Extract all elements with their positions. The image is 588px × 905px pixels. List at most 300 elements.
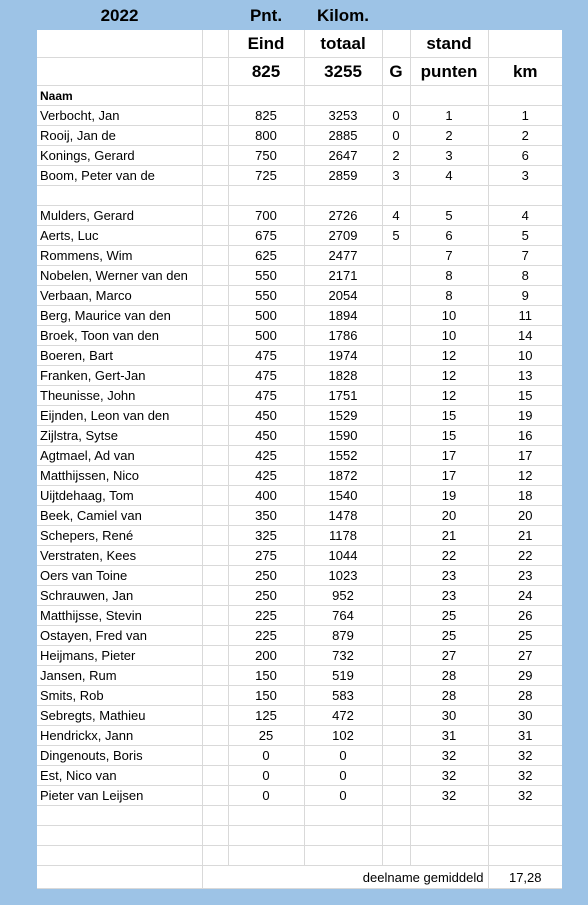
eind-cell: 425 — [228, 466, 304, 486]
name-cell: Beek, Camiel van — [37, 506, 202, 526]
stand-cell — [410, 826, 488, 846]
eind-cell: 500 — [228, 326, 304, 346]
totaal-cell: 2477 — [304, 246, 382, 266]
eind-cell: 400 — [228, 486, 304, 506]
table-row — [37, 846, 562, 866]
table-row — [37, 666, 562, 686]
stand-cell: 2 — [410, 126, 488, 146]
extra-cell — [202, 466, 228, 486]
km-cell: 5 — [488, 226, 562, 246]
stand-cell — [410, 806, 488, 826]
km-cell: 19 — [488, 406, 562, 426]
name-cell: Matthijsse, Stevin — [37, 606, 202, 626]
totaal-cell: 1529 — [304, 406, 382, 426]
table-row — [37, 626, 562, 646]
totaal-cell: 1894 — [304, 306, 382, 326]
name-cell: Franken, Gert-Jan — [37, 366, 202, 386]
g-cell — [382, 746, 410, 766]
km-cell: 21 — [488, 526, 562, 546]
extra-cell — [202, 186, 228, 206]
extra-cell — [202, 506, 228, 526]
eind-cell: 500 — [228, 306, 304, 326]
standings-table — [37, 30, 562, 889]
name-cell — [37, 826, 202, 846]
km-label: km — [488, 58, 562, 86]
km-cell: 9 — [488, 286, 562, 306]
g-cell — [382, 306, 410, 326]
table-row — [37, 366, 562, 386]
stand-cell: 23 — [410, 566, 488, 586]
km-cell: 15 — [488, 386, 562, 406]
stand-cell: 5 — [410, 206, 488, 226]
km-cell: 23 — [488, 566, 562, 586]
totaal-cell: 952 — [304, 586, 382, 606]
table-row — [37, 646, 562, 666]
totaal-cell: 1751 — [304, 386, 382, 406]
table-row — [37, 446, 562, 466]
name-cell: Oers van Toine — [37, 566, 202, 586]
stand-cell: 12 — [410, 386, 488, 406]
stand-cell: 15 — [410, 406, 488, 426]
g-cell — [382, 466, 410, 486]
km-cell: 29 — [488, 666, 562, 686]
name-cell: Zijlstra, Sytse — [37, 426, 202, 446]
stand-cell: 32 — [410, 786, 488, 806]
stand-cell: 32 — [410, 746, 488, 766]
totaal-cell: 1540 — [304, 486, 382, 506]
totaal-cell: 0 — [304, 786, 382, 806]
g-cell — [382, 386, 410, 406]
km-cell: 32 — [488, 746, 562, 766]
eind-value: 825 — [228, 58, 304, 86]
g-cell — [382, 546, 410, 566]
table-row — [37, 606, 562, 626]
g-cell — [382, 486, 410, 506]
eind-cell: 250 — [228, 586, 304, 606]
name-cell: Rommens, Wim — [37, 246, 202, 266]
extra-cell — [202, 726, 228, 746]
eind-cell — [228, 186, 304, 206]
footer-row — [37, 866, 562, 889]
name-cell: Agtmael, Ad van — [37, 446, 202, 466]
name-cell: Uijtdehaag, Tom — [37, 486, 202, 506]
totaal-cell: 2171 — [304, 266, 382, 286]
table-row — [37, 706, 562, 726]
stand-cell: 6 — [410, 226, 488, 246]
extra-cell — [202, 546, 228, 566]
totaal-cell: 1478 — [304, 506, 382, 526]
extra-cell — [202, 246, 228, 266]
eind-cell: 700 — [228, 206, 304, 226]
extra-cell — [202, 406, 228, 426]
g-cell: 3 — [382, 166, 410, 186]
g-cell: 0 — [382, 106, 410, 126]
eind-cell — [228, 826, 304, 846]
extra-cell — [202, 626, 228, 646]
km-cell: 32 — [488, 786, 562, 806]
eind-cell: 0 — [228, 746, 304, 766]
g-cell — [382, 786, 410, 806]
stand-cell: 1 — [410, 106, 488, 126]
totaal-label: totaal — [304, 30, 382, 58]
name-cell: Eijnden, Leon van den — [37, 406, 202, 426]
name-cell: Rooij, Jan de — [37, 126, 202, 146]
km-cell: 22 — [488, 546, 562, 566]
eind-cell: 150 — [228, 686, 304, 706]
totaal-cell: 1974 — [304, 346, 382, 366]
stand-label: stand — [410, 30, 488, 58]
g-cell — [382, 586, 410, 606]
extra-cell — [202, 166, 228, 186]
eind-cell: 725 — [228, 166, 304, 186]
name-cell: Theunisse, John — [37, 386, 202, 406]
table-row — [37, 126, 562, 146]
g-cell — [382, 426, 410, 446]
extra-cell — [202, 586, 228, 606]
extra-cell — [202, 146, 228, 166]
g-cell — [382, 646, 410, 666]
table-row — [37, 826, 562, 846]
totaal-cell: 472 — [304, 706, 382, 726]
extra-cell — [202, 266, 228, 286]
average-label: deelname gemiddeld — [202, 866, 488, 889]
eind-cell: 200 — [228, 646, 304, 666]
eind-cell: 750 — [228, 146, 304, 166]
stand-cell: 7 — [410, 246, 488, 266]
extra-cell — [202, 226, 228, 246]
km-cell: 4 — [488, 206, 562, 226]
g-cell — [382, 246, 410, 266]
totaal-cell: 764 — [304, 606, 382, 626]
stand-cell: 17 — [410, 446, 488, 466]
name-cell: Hendrickx, Jann — [37, 726, 202, 746]
name-cell: Smits, Rob — [37, 686, 202, 706]
extra-cell — [202, 606, 228, 626]
km-cell — [488, 806, 562, 826]
extra-cell — [202, 346, 228, 366]
table-row — [37, 806, 562, 826]
eind-cell: 25 — [228, 726, 304, 746]
km-cell: 28 — [488, 686, 562, 706]
average-value: 17,28 — [488, 866, 562, 889]
table-row — [37, 246, 562, 266]
name-cell: Sebregts, Mathieu — [37, 706, 202, 726]
eind-label: Eind — [228, 30, 304, 58]
extra-cell — [202, 286, 228, 306]
eind-cell: 250 — [228, 566, 304, 586]
name-cell: Schrauwen, Jan — [37, 586, 202, 606]
km-cell: 6 — [488, 146, 562, 166]
totaal-cell: 2726 — [304, 206, 382, 226]
extra-cell — [202, 746, 228, 766]
table-row — [37, 486, 562, 506]
eind-cell — [228, 806, 304, 826]
stand-cell: 28 — [410, 686, 488, 706]
punten-label: punten — [410, 58, 488, 86]
g-cell — [382, 726, 410, 746]
g-cell — [382, 526, 410, 546]
table-row — [37, 186, 562, 206]
eind-cell: 475 — [228, 366, 304, 386]
extra-cell — [202, 846, 228, 866]
stand-cell — [410, 846, 488, 866]
g-cell — [382, 366, 410, 386]
table-row — [37, 426, 562, 446]
g-cell — [382, 286, 410, 306]
km-cell: 7 — [488, 246, 562, 266]
extra-cell — [202, 106, 228, 126]
table-row — [37, 726, 562, 746]
extra-cell — [202, 486, 228, 506]
stand-cell: 8 — [410, 286, 488, 306]
table-row — [37, 166, 562, 186]
totaal-cell: 2647 — [304, 146, 382, 166]
totaal-cell: 2054 — [304, 286, 382, 306]
name-cell: Dingenouts, Boris — [37, 746, 202, 766]
g-cell — [382, 806, 410, 826]
naam-label: Naam — [37, 86, 202, 106]
g-cell — [382, 826, 410, 846]
table-row — [37, 746, 562, 766]
eind-cell: 150 — [228, 666, 304, 686]
stand-cell: 23 — [410, 586, 488, 606]
g-cell — [382, 406, 410, 426]
g-cell — [382, 606, 410, 626]
extra-cell — [202, 306, 228, 326]
name-cell: Nobelen, Werner van den — [37, 266, 202, 286]
name-cell: Verstraten, Kees — [37, 546, 202, 566]
totaal-cell: 1590 — [304, 426, 382, 446]
g-cell — [382, 326, 410, 346]
g-cell — [382, 766, 410, 786]
eind-cell: 475 — [228, 346, 304, 366]
totaal-cell: 0 — [304, 746, 382, 766]
name-cell: Jansen, Rum — [37, 666, 202, 686]
g-cell — [382, 346, 410, 366]
table-row — [37, 566, 562, 586]
g-cell — [382, 266, 410, 286]
stand-cell: 3 — [410, 146, 488, 166]
km-cell: 25 — [488, 626, 562, 646]
table-row — [37, 226, 562, 246]
extra-cell — [202, 566, 228, 586]
name-cell: Matthijssen, Nico — [37, 466, 202, 486]
km-cell — [488, 846, 562, 866]
totaal-cell: 879 — [304, 626, 382, 646]
extra-cell — [202, 806, 228, 826]
eind-cell: 450 — [228, 426, 304, 446]
stand-cell: 12 — [410, 346, 488, 366]
name-cell — [37, 186, 202, 206]
totaal-value: 3255 — [304, 58, 382, 86]
totaal-cell: 732 — [304, 646, 382, 666]
g-cell: 4 — [382, 206, 410, 226]
totaal-cell — [304, 806, 382, 826]
stand-cell: 27 — [410, 646, 488, 666]
totaal-cell: 2859 — [304, 166, 382, 186]
name-cell: Heijmans, Pieter — [37, 646, 202, 666]
g-cell: 5 — [382, 226, 410, 246]
g-cell — [382, 846, 410, 866]
stand-cell: 15 — [410, 426, 488, 446]
name-cell: Verbocht, Jan — [37, 106, 202, 126]
km-cell: 12 — [488, 466, 562, 486]
totaal-cell: 1786 — [304, 326, 382, 346]
eind-cell: 0 — [228, 766, 304, 786]
table-row — [37, 206, 562, 226]
year-heading: 2022 — [100, 6, 139, 25]
extra-cell — [202, 786, 228, 806]
eind-cell: 225 — [228, 626, 304, 646]
km-cell: 3 — [488, 166, 562, 186]
g-cell — [382, 706, 410, 726]
table-row — [37, 326, 562, 346]
stand-cell: 20 — [410, 506, 488, 526]
extra-cell — [202, 766, 228, 786]
eind-cell: 675 — [228, 226, 304, 246]
km-cell: 2 — [488, 126, 562, 146]
totaal-cell: 102 — [304, 726, 382, 746]
extra-cell — [202, 426, 228, 446]
stand-cell: 21 — [410, 526, 488, 546]
eind-cell: 0 — [228, 786, 304, 806]
stand-cell: 10 — [410, 306, 488, 326]
km-cell: 18 — [488, 486, 562, 506]
eind-cell: 350 — [228, 506, 304, 526]
naam-row — [37, 86, 562, 106]
table-row — [37, 266, 562, 286]
totaal-cell — [304, 826, 382, 846]
km-cell: 30 — [488, 706, 562, 726]
table-row — [37, 406, 562, 426]
subheader-row-2 — [37, 58, 562, 86]
totaal-cell: 519 — [304, 666, 382, 686]
table-row — [37, 146, 562, 166]
extra-cell — [202, 526, 228, 546]
totaal-cell: 1872 — [304, 466, 382, 486]
extra-cell — [202, 366, 228, 386]
km-cell — [488, 186, 562, 206]
g-cell — [382, 626, 410, 646]
totaal-cell: 0 — [304, 766, 382, 786]
name-cell: Est, Nico van — [37, 766, 202, 786]
stand-cell: 4 — [410, 166, 488, 186]
eind-cell: 450 — [228, 406, 304, 426]
stand-cell: 19 — [410, 486, 488, 506]
totaal-cell: 1044 — [304, 546, 382, 566]
km-cell: 11 — [488, 306, 562, 326]
totaal-cell: 1552 — [304, 446, 382, 466]
table-row — [37, 106, 562, 126]
totaal-cell: 2885 — [304, 126, 382, 146]
extra-cell — [202, 446, 228, 466]
stand-cell: 22 — [410, 546, 488, 566]
eind-cell: 125 — [228, 706, 304, 726]
name-cell: Boom, Peter van de — [37, 166, 202, 186]
kilom-heading: Kilom. — [317, 6, 369, 25]
name-cell: Boeren, Bart — [37, 346, 202, 366]
pnt-heading: Pnt. — [249, 6, 283, 25]
extra-cell — [202, 646, 228, 666]
extra-cell — [202, 126, 228, 146]
eind-cell: 425 — [228, 446, 304, 466]
name-cell: Konings, Gerard — [37, 146, 202, 166]
extra-cell — [202, 826, 228, 846]
table-row — [37, 466, 562, 486]
name-cell: Berg, Maurice van den — [37, 306, 202, 326]
g-cell — [382, 446, 410, 466]
totaal-cell — [304, 846, 382, 866]
g-cell — [382, 566, 410, 586]
name-cell: Broek, Toon van den — [37, 326, 202, 346]
stand-cell: 31 — [410, 726, 488, 746]
table-row — [37, 306, 562, 326]
name-cell: Ostayen, Fred van — [37, 626, 202, 646]
subheader-row-1 — [37, 30, 562, 58]
km-cell: 31 — [488, 726, 562, 746]
km-cell: 10 — [488, 346, 562, 366]
table-row — [37, 346, 562, 366]
km-cell: 1 — [488, 106, 562, 126]
name-cell — [37, 806, 202, 826]
extra-cell — [202, 686, 228, 706]
stand-cell: 28 — [410, 666, 488, 686]
eind-cell: 475 — [228, 386, 304, 406]
g-cell — [382, 506, 410, 526]
g-label: G — [382, 58, 410, 86]
name-cell — [37, 846, 202, 866]
table-row — [37, 686, 562, 706]
totaal-cell — [304, 186, 382, 206]
table-row — [37, 546, 562, 566]
table-row — [37, 526, 562, 546]
stand-cell: 30 — [410, 706, 488, 726]
table-row — [37, 766, 562, 786]
stand-cell: 25 — [410, 626, 488, 646]
km-cell: 32 — [488, 766, 562, 786]
stand-cell: 25 — [410, 606, 488, 626]
g-cell — [382, 186, 410, 206]
eind-cell: 225 — [228, 606, 304, 626]
km-cell: 14 — [488, 326, 562, 346]
km-cell: 16 — [488, 426, 562, 446]
name-cell: Schepers, René — [37, 526, 202, 546]
km-cell: 13 — [488, 366, 562, 386]
stand-cell: 32 — [410, 766, 488, 786]
name-cell: Aerts, Luc — [37, 226, 202, 246]
extra-cell — [202, 706, 228, 726]
eind-cell: 800 — [228, 126, 304, 146]
extra-cell — [202, 386, 228, 406]
table-row — [37, 506, 562, 526]
extra-cell — [202, 206, 228, 226]
km-cell: 17 — [488, 446, 562, 466]
stand-cell: 8 — [410, 266, 488, 286]
totaal-cell: 1023 — [304, 566, 382, 586]
name-cell: Verbaan, Marco — [37, 286, 202, 306]
km-cell: 26 — [488, 606, 562, 626]
table-row — [37, 286, 562, 306]
g-cell: 0 — [382, 126, 410, 146]
stand-cell: 12 — [410, 366, 488, 386]
km-cell: 24 — [488, 586, 562, 606]
km-cell: 20 — [488, 506, 562, 526]
km-cell: 8 — [488, 266, 562, 286]
totaal-cell: 1828 — [304, 366, 382, 386]
totaal-cell: 1178 — [304, 526, 382, 546]
g-cell — [382, 686, 410, 706]
eind-cell: 275 — [228, 546, 304, 566]
